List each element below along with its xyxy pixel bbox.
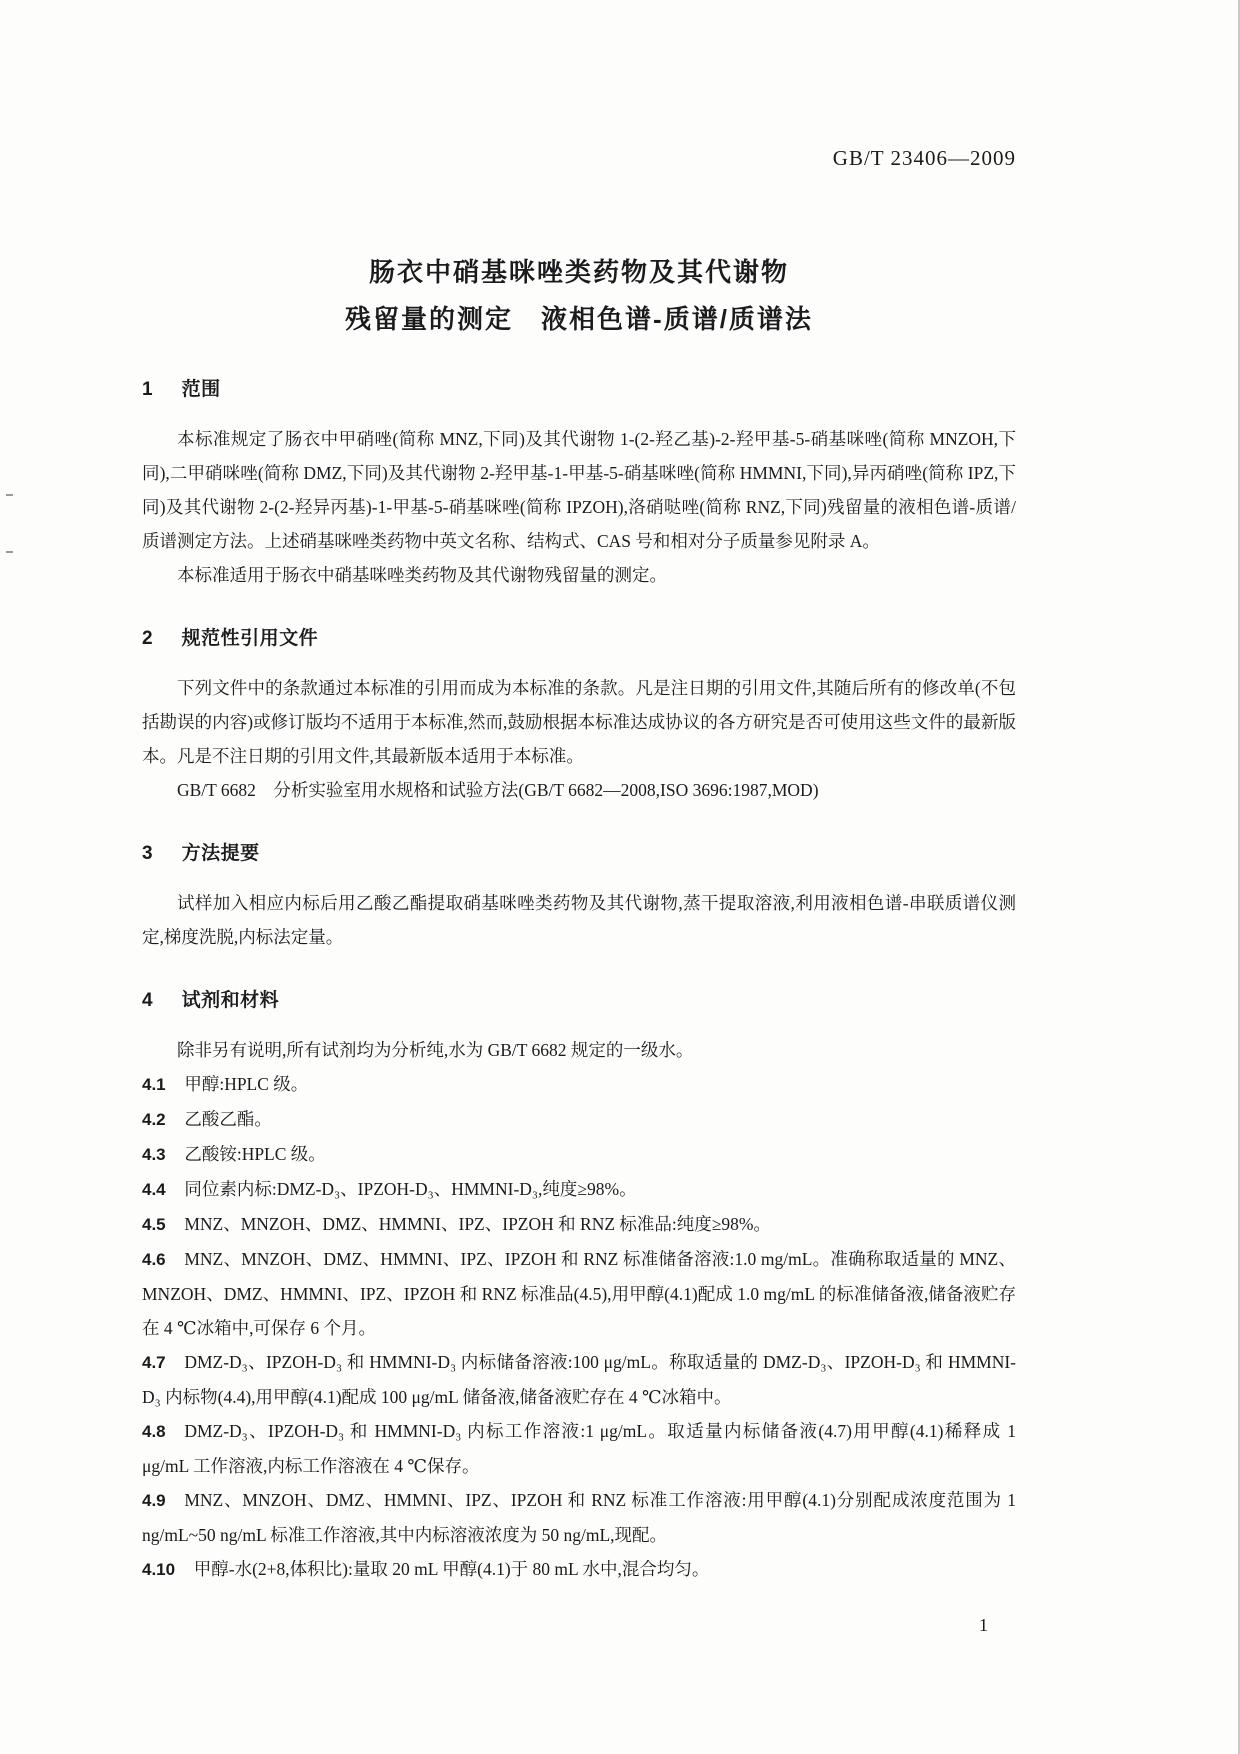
- clause-4-8-number: 4.8: [142, 1422, 166, 1441]
- section-4-heading: [142, 986, 1016, 1016]
- section-1-number: 1: [142, 379, 154, 400]
- clause-4-1-number: 4.1: [142, 1075, 166, 1094]
- clause-4-3-text: 乙酸铵:HPLC 级。: [184, 1144, 326, 1164]
- clause-4-5: [142, 1207, 1016, 1242]
- section-2-number: 2: [142, 628, 154, 649]
- clause-4-4-text: 同位素内标:DMZ-D₃、IPZOH-D₃、HMMNI-D₃,纯度≥98%。: [184, 1179, 637, 1199]
- clause-4-9-text: MNZ、MNZOH、DMZ、HMMNI、IPZ、IPZOH 和 RNZ 标准工作溶液:用甲醇(4.1)分别配成浓度范围为 1 ng/mL~50 ng/mL 标准工作溶液,其中内标溶液浓度为 50 ng/mL,现配。: [142, 1490, 1016, 1545]
- clause-4-9-number: 4.9: [142, 1491, 166, 1510]
- section-2-heading: [142, 624, 1016, 654]
- clause-4-7-number: 4.7: [142, 1353, 166, 1372]
- title-line-2: 残留量的测定 液相色谱-质谱/质谱法: [345, 304, 813, 334]
- section-2-paragraph-1: 下列文件中的条款通过本标准的引用而成为本标准的条款。凡是注日期的引用文件,其随后所有的修改单(不包括勘误的内容)或修订版均不适用于本标准,然而,鼓励根据本标准达成协议的各方研究是否可使用这些文件的最新版本。凡是不注日期的引用文件,其最新版本适用于本标准。: [142, 678, 1016, 766]
- section-3-number: 3: [142, 843, 154, 864]
- title-line-1: 肠衣中硝基咪唑类药物及其代谢物: [368, 257, 789, 287]
- section-3-heading: [142, 839, 1016, 869]
- standard-code: GB/T 23406—2009: [832, 146, 1016, 170]
- section-1-heading: [142, 375, 1016, 405]
- section-3-title: 方法提要: [181, 843, 260, 864]
- clause-4-5-text: MNZ、MNZOH、DMZ、HMMNI、IPZ、IPZOH 和 RNZ 标准品:纯度≥98%。: [184, 1214, 771, 1234]
- section-4-intro: 除非另有说明,所有试剂均为分析纯,水为 GB/T 6682 规定的一级水。: [177, 1040, 694, 1060]
- clause-4-3: [142, 1137, 1016, 1172]
- page-number: 1: [979, 1615, 988, 1635]
- clause-4-8: [142, 1414, 1016, 1483]
- clause-4-4: [142, 1172, 1016, 1207]
- scan-mark: [6, 494, 13, 496]
- clause-4-7: [142, 1345, 1016, 1414]
- section-4-number: 4: [142, 990, 154, 1011]
- section-3-paragraph-1: 试样加入相应内标后用乙酸乙酯提取硝基咪唑类药物及其代谢物,蒸干提取溶液,利用液相色谱-串联质谱仪测定,梯度洗脱,内标法定量。: [142, 893, 1016, 947]
- clause-4-4-number: 4.4: [142, 1180, 166, 1199]
- clause-4-9: [142, 1483, 1016, 1552]
- clause-4-2-text: 乙酸乙酯。: [184, 1109, 272, 1129]
- clause-4-10: [142, 1552, 1016, 1587]
- clause-4-2-number: 4.2: [142, 1110, 166, 1129]
- section-1-title: 范围: [181, 379, 221, 400]
- clause-4-6-number: 4.6: [142, 1250, 166, 1269]
- clause-4-1: [142, 1067, 1016, 1102]
- clause-4-3-number: 4.3: [142, 1145, 166, 1164]
- section-1-paragraph-1: 本标准规定了肠衣中甲硝唑(简称 MNZ,下同)及其代谢物 1-(2-羟乙基)-2-羟甲基-5-硝基咪唑(简称 MNZOH,下同),二甲硝咪唑(简称 DMZ,下同)及其代谢物 2-羟甲基-1-甲基-5-硝基咪唑(简称 HMMNI,下同),异丙硝唑(简称 IPZ,下同)及其代谢物 2-(2-羟异丙基)-1-甲基-5-硝基咪唑(简称 IPZOH),洛硝哒唑(简称 RNZ,下同)残留量的液相色谱-质谱/质谱测定方法。上述硝基咪唑类药物中英文名称、结构式、CAS 号和相对分子质量参见附录 A。: [142, 429, 1016, 551]
- section-4-title: 试剂和材料: [181, 990, 280, 1011]
- clause-4-10-number: 4.10: [142, 1560, 176, 1579]
- clause-4-6: [142, 1242, 1016, 1345]
- clause-4-2: [142, 1102, 1016, 1137]
- section-1-paragraph-2: 本标准适用于肠衣中硝基咪唑类药物及其代谢物残留量的测定。: [177, 565, 667, 585]
- clause-4-8-text: DMZ-D₃、IPZOH-D₃ 和 HMMNI-D₃ 内标工作溶液:1 μg/mL。取适量内标储备液(4.7)用甲醇(4.1)稀释成 1 μg/mL 工作溶液,内标工作溶液在 4 ℃保存。: [142, 1421, 1016, 1476]
- section-2-reference: GB/T 6682 分析实验室用水规格和试验方法(GB/T 6682—2008,ISO 3696:1987,MOD): [177, 780, 819, 800]
- clause-4-7-text: DMZ-D₃、IPZOH-D₃ 和 HMMNI-D₃ 内标储备溶液:100 μg/mL。称取适量的 DMZ-D₃、IPZOH-D₃ 和 HMMNI-D₃ 内标物(4.4),用甲醇(4.1)配成 100 μg/mL 储备液,储备液贮存在 4 ℃冰箱中。: [142, 1352, 1016, 1407]
- scan-mark: [6, 551, 13, 553]
- clause-4-5-number: 4.5: [142, 1215, 166, 1234]
- document-title: [142, 249, 1016, 343]
- clause-4-1-text: 甲醇:HPLC 级。: [184, 1074, 309, 1094]
- page-content: [142, 0, 1016, 1636]
- clause-4-6-text: MNZ、MNZOH、DMZ、HMMNI、IPZ、IPZOH 和 RNZ 标准储备溶液:1.0 mg/mL。准确称取适量的 MNZ、MNZOH、DMZ、HMMNI、IPZ、IPZOH 和 RNZ 标准品(4.5),用甲醇(4.1)配成 1.0 mg/mL 的标准储备液,储备液贮存在 4 ℃冰箱中,可保存 6 个月。: [142, 1249, 1016, 1338]
- section-2-title: 规范性引用文件: [181, 628, 319, 649]
- clause-4-10-text: 甲醇-水(2+8,体积比):量取 20 mL 甲醇(4.1)于 80 mL 水中,混合均匀。: [193, 1559, 710, 1579]
